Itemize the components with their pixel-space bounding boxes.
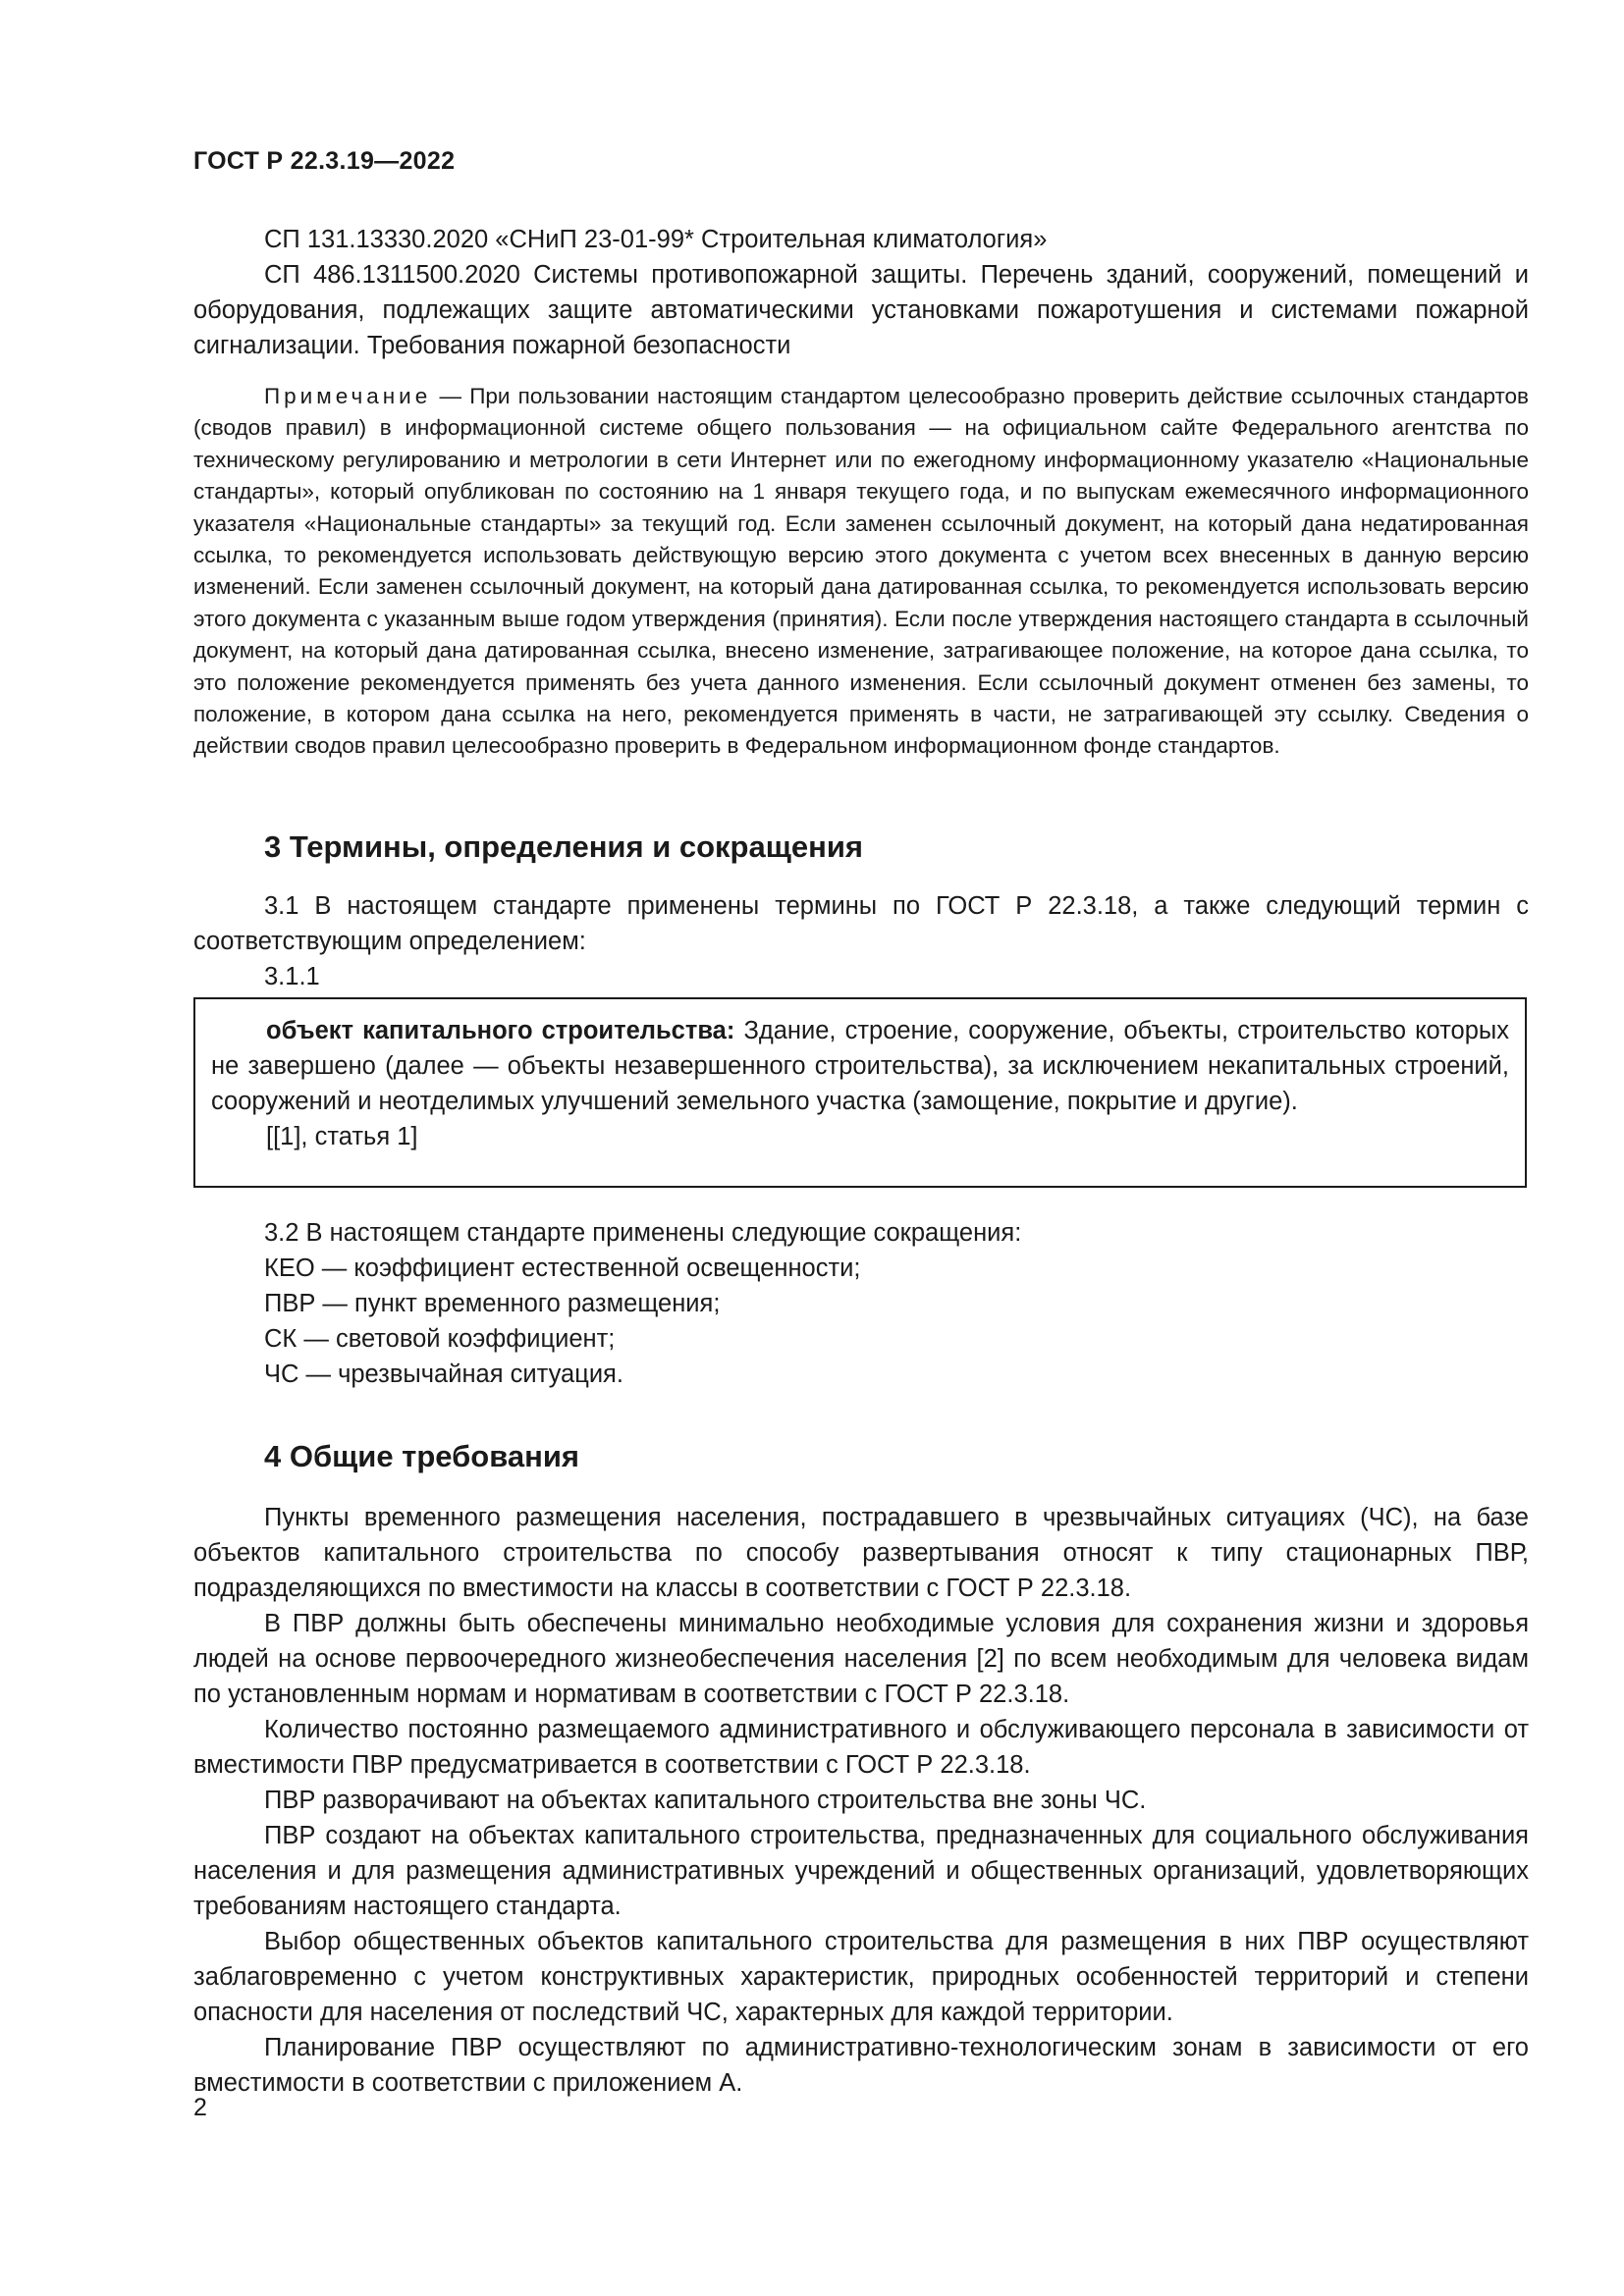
clause-3-1: 3.1 В настоящем стандарте применены термины по ГОСТ Р 22.3.18, а также следующий термин с соответствующим определением: bbox=[193, 892, 1529, 955]
section-4-title: 4 Общие требования bbox=[264, 1439, 579, 1473]
note-label: Примечание bbox=[264, 384, 432, 408]
section-3-title: 3 Термины, определения и сокращения bbox=[264, 829, 863, 864]
defined-term: объект капитального строительства: bbox=[266, 1017, 735, 1044]
definition-source: [[1], статья 1] bbox=[266, 1123, 418, 1150]
page-number: 2 bbox=[193, 2094, 207, 2121]
document-code-header: ГОСТ Р 22.3.19—2022 bbox=[193, 147, 456, 175]
note-text: — При пользовании настоящим стандартом целесообразно проверить действие ссылочных стандартов (сводов правил) в информационной системе общего пользования — на официальном сайте Федерального агентства по техническому регулированию и метрологии в сети Интернет или по ежегодному информационному указателю «Национальные стандарты», который опубликован по состоянию на 1 января текущего года, и по выпускам ежемесячного информационного указателя «Национальные стандарты» за текущий год. Если заменен ссылочный документ, на который дана недатированная ссылка, то рекомендуется использовать действующую версию этого документа с учетом всех внесенных в данную версию изменений. Если заменен ссылочный документ, на который дана датированная ссылка, то рекомендуется использовать версию этого документа с указанным выше годом утверждения (принятия). Если после утверждения настоящего стандарта в ссылочный документ, на который дана датированная ссылка, внесено изменение, затрагивающее положение, на которое дана ссылка, то это положение рекомендуется применять без учета данного изменения. Если ссылочный документ отменен без замены, то положение, в котором дана ссылка на него, рекомендуется применять в части, не затрагивающей эту ссылку. Сведения о действии сводов правил целесообразно проверить в Федеральном информационном фонде стандартов. bbox=[193, 384, 1529, 759]
section-4-paragraph: Пункты временного размещения населения, пострадавшего в чрезвычайных ситуациях (ЧС), на базе объектов капитального строительства по способу развертывания относят к типу стационарных ПВР, подразделяющихся по вместимости на классы в соответствии с ГОСТ Р 22.3.18. bbox=[193, 1504, 1529, 1602]
section-4-paragraph: ПВР создают на объектах капитального строительства, предназначенных для социального обслуживания населения и для размещения административных учреждений и общественных организаций, удовлетворяющих требованиям настоящего стандарта. bbox=[193, 1822, 1529, 1920]
abbreviations-block bbox=[193, 1215, 1529, 1392]
abbreviation-item: КЕО — коэффициент естественной освещенности; bbox=[264, 1255, 861, 1282]
term-definition bbox=[211, 1013, 1509, 1119]
section-3-body bbox=[193, 888, 1529, 994]
section-4-paragraph: Количество постоянно размещаемого административного и обслуживающего персонала в зависимости от вместимости ПВР предусматривается в соответствии с ГОСТ Р 22.3.18. bbox=[193, 1716, 1529, 1779]
section-4-paragraph: Выбор общественных объектов капитального строительства для размещения в них ПВР осуществляют заблаговременно с учетом конструктивных характеристик, природных особенностей территорий и степени опасности для населения от последствий ЧС, характерных для каждой территории. bbox=[193, 1928, 1529, 2026]
abbreviation-item: ПВР — пункт временного размещения; bbox=[264, 1290, 721, 1317]
definition-text: Здание, строение, сооружение, объекты, строительство которых не завершено (далее — объекты незавершенного строительства), за исключением некапитальных строений, сооружений и неотделимых улучшений земельного участка (замощение, покрытие и другие). bbox=[211, 1017, 1509, 1115]
reference-item: СП 486.1311500.2020 Системы противопожарной защиты. Перечень зданий, сооружений, помещений и оборудования, подлежащих защите автоматическими установками пожаротушения и системами пожарной сигнализации. Требования пожарной безопасности bbox=[193, 261, 1529, 359]
abbreviation-item: ЧС — чрезвычайная ситуация. bbox=[264, 1361, 623, 1388]
clause-3-2: 3.2 В настоящем стандарте применены следующие сокращения: bbox=[264, 1219, 1022, 1247]
term-definition-box bbox=[193, 997, 1527, 1188]
section-4-paragraph: В ПВР должны быть обеспечены минимально необходимые условия для сохранения жизни и здоровья людей на основе первоочередного жизнеобеспечения населения [2] по всем необходимым для человека видам по установленным нормам и нормативам в соответствии с ГОСТ Р 22.3.18. bbox=[193, 1610, 1529, 1708]
section-4-paragraph: ПВР разворачивают на объектах капитального строительства вне зоны ЧС. bbox=[264, 1787, 1147, 1814]
section-4-body bbox=[193, 1500, 1529, 2101]
note-paragraph bbox=[193, 381, 1529, 763]
abbreviation-item: СК — световой коэффициент; bbox=[264, 1325, 616, 1353]
reference-item: СП 131.13330.2020 «СНиП 23-01-99* Строительная климатология» bbox=[264, 226, 1048, 253]
section-4-paragraph: Планирование ПВР осуществляют по административно-технологическим зонам в зависимости от его вместимости в соответствии с приложением А. bbox=[193, 2034, 1529, 2097]
clause-3-1-1-number: 3.1.1 bbox=[264, 963, 320, 990]
normative-references-list bbox=[193, 222, 1529, 363]
